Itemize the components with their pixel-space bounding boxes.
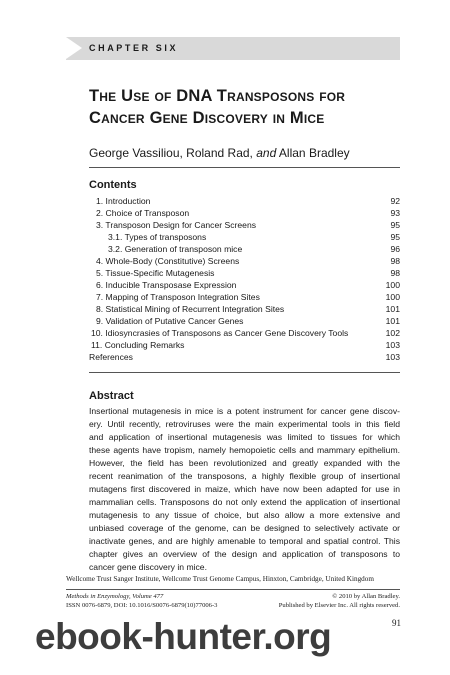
toc-item[interactable] <box>96 315 400 327</box>
toc-item-page: 98 <box>390 256 400 266</box>
abstract-heading: Abstract <box>89 390 134 402</box>
toc-item-title: 3. Transposon Design for Cancer Screens <box>96 220 257 230</box>
abstract-line: cancer gene discovery in mice. <box>89 562 207 572</box>
abstract-line: Insertional mutagenesis in mice is a potent instrument for cancer gene discov- <box>89 406 400 416</box>
toc-item-page: 92 <box>390 196 400 206</box>
copyright: © 2010 by Allan Bradley. <box>332 593 400 600</box>
abstract-line: mammalian cells. Transposons do not only extend the application of insertional <box>89 497 400 507</box>
title-line-2: Cancer Gene Discovery in Mice <box>89 109 325 127</box>
abstract-line: unbiased coverage of the genome, can be designed to selectively activate or <box>89 523 400 533</box>
toc-subitem[interactable] <box>108 231 400 243</box>
toc-item[interactable] <box>96 279 400 291</box>
abstract-line: recent reanimation of the transposons, a highly flexible group of insertional <box>89 471 400 481</box>
toc-item-title: 3.1. Types of transposons <box>108 232 207 242</box>
watermark-text: ebook-hunter.org <box>35 616 332 657</box>
abstract-line: these agents have tropism, namely hemopoietic cells and mammary epithelium. <box>89 445 400 455</box>
issn-doi: ISSN 0076-6879, DOI: 10.1016/S0076-6879(10)77006-3 <box>66 602 218 609</box>
divider <box>66 589 400 590</box>
toc-item-title: 10. Idiosyncrasies of Transposons as Cancer Gene Discovery Tools <box>91 328 349 338</box>
authors <box>89 146 350 160</box>
chapter-label: CHAPTER SIX <box>89 43 179 53</box>
toc-item[interactable] <box>96 255 400 267</box>
toc-item-title: References <box>89 352 133 362</box>
toc-item-page: 100 <box>385 280 400 290</box>
series-volume: Methods in Enzymology, Volume 477 <box>66 593 164 600</box>
toc-item-page: 103 <box>385 352 400 362</box>
divider <box>89 167 400 168</box>
toc-subitem[interactable] <box>108 243 400 255</box>
toc-item-title: 3.2. Generation of transposon mice <box>108 244 243 254</box>
publication-info <box>66 602 400 612</box>
toc-item-title: 6. Inducible Transposase Expression <box>96 280 237 290</box>
publisher-line: Published by Elsevier Inc. All rights reserved. <box>278 602 400 609</box>
toc-item-page: 103 <box>385 340 400 350</box>
toc-item[interactable] <box>96 291 400 303</box>
author-names: George Vassiliou, Roland Rad, <box>89 146 253 160</box>
toc-item[interactable] <box>91 327 400 339</box>
toc-item-page: 95 <box>390 220 400 230</box>
toc-item-title: 1. Introduction <box>96 196 151 206</box>
abstract-line: ery. Until recently, retroviruses were the main experimental tools in this field <box>89 419 400 429</box>
toc-item[interactable] <box>89 351 400 363</box>
toc-item-page: 98 <box>390 268 400 278</box>
toc-item[interactable] <box>96 207 400 219</box>
toc-item-title: 11. Concluding Remarks <box>91 340 185 350</box>
chapter-title <box>89 85 409 129</box>
abstract-line: mutagenesis to any tissue of choice, but also allow a more extensive and <box>89 510 400 520</box>
toc-item-page: 101 <box>385 304 400 314</box>
title-line-1: The Use of DNA Transposons for <box>89 87 346 105</box>
abstract-line: mutagens first discovered in maize, which have now been adapted for use in <box>89 484 400 494</box>
divider <box>89 372 400 373</box>
abstract-line: and application of insertional mutagenesis was limited to tissues for which <box>89 432 400 442</box>
toc-item-page: 102 <box>385 328 400 338</box>
toc-item[interactable] <box>91 339 400 351</box>
chapter-arrow-icon <box>66 37 82 59</box>
author-last: Allan Bradley <box>278 146 350 160</box>
toc-item-title: 9. Validation of Putative Cancer Genes <box>96 316 244 326</box>
toc-item-title: 4. Whole-Body (Constitutive) Screens <box>96 256 240 266</box>
affiliation: Wellcome Trust Sanger Institute, Wellcome Trust Genome Campus, Hinxton, Cambridge, United Kingdom <box>66 575 374 583</box>
contents-heading: Contents <box>89 179 137 191</box>
toc-item-title: 7. Mapping of Transposon Integration Sites <box>96 292 260 302</box>
toc-item-page: 96 <box>390 244 400 254</box>
abstract-line: inactivate genes, and are highly amenable to temporal and spatial control. This <box>89 536 400 546</box>
toc-item-page: 100 <box>385 292 400 302</box>
toc-item-page: 101 <box>385 316 400 326</box>
page-number: 91 <box>392 618 401 628</box>
toc-item[interactable] <box>96 267 400 279</box>
toc-item[interactable] <box>96 303 400 315</box>
author-conjunction: and <box>256 146 277 160</box>
toc-item-page: 93 <box>390 208 400 218</box>
abstract-line: chapter gives an overview of the design and application of transposons to <box>89 549 400 559</box>
toc-item-title: 8. Statistical Mining of Recurrent Integration Sites <box>96 304 285 314</box>
toc-item[interactable] <box>96 195 400 207</box>
toc-item[interactable] <box>96 219 400 231</box>
toc-item-title: 2. Choice of Transposon <box>96 208 190 218</box>
toc-item-page: 95 <box>390 232 400 242</box>
toc-item-title: 5. Tissue-Specific Mutagenesis <box>96 268 215 278</box>
abstract-line: However, the field has been revolutionized and greatly expanded with the <box>89 458 400 468</box>
